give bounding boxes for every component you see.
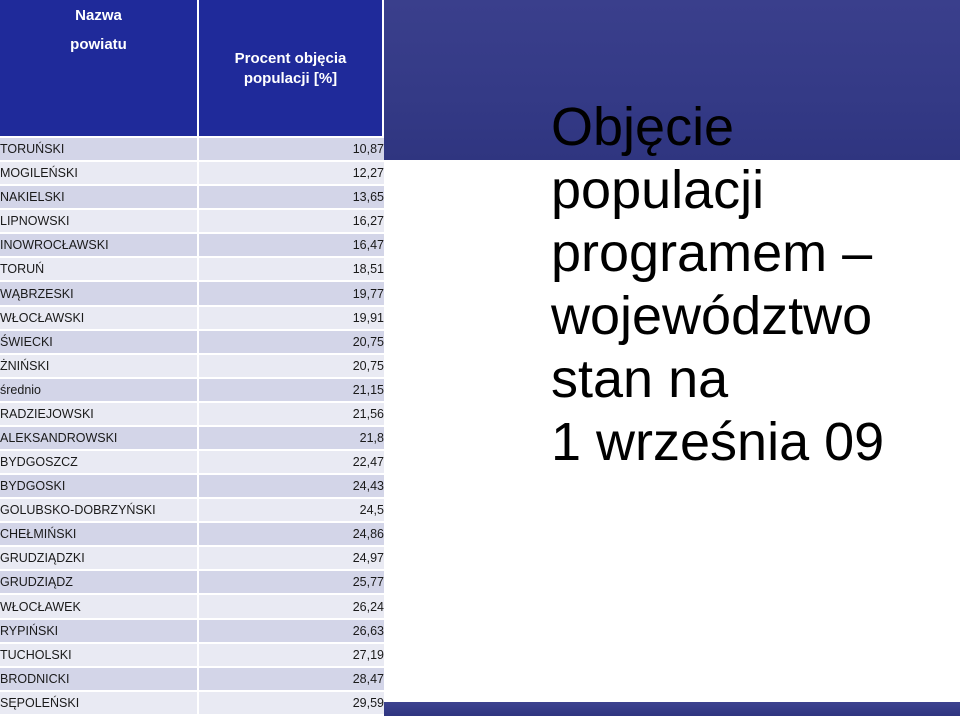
coverage-value-cell: 19,77 <box>199 282 384 306</box>
population-coverage-table <box>0 0 384 716</box>
district-name-cell: RYPIŃSKI <box>0 620 199 644</box>
coverage-value-cell: 24,97 <box>199 547 384 571</box>
district-name-cell: ŚWIECKI <box>0 331 199 355</box>
header-district-name <box>0 0 199 138</box>
coverage-value-cell: 24,86 <box>199 523 384 547</box>
table-row <box>0 668 384 692</box>
coverage-value-cell: 12,27 <box>199 162 384 186</box>
district-name-cell: INOWROCŁAWSKI <box>0 234 199 258</box>
coverage-value-cell: 21,56 <box>199 403 384 427</box>
district-name-cell: SĘPOLEŃSKI <box>0 692 199 716</box>
table-row <box>0 451 384 475</box>
district-name-cell: RADZIEJOWSKI <box>0 403 199 427</box>
coverage-value-cell: 28,47 <box>199 668 384 692</box>
table-row <box>0 162 384 186</box>
table-row <box>0 427 384 451</box>
header-pct-line2: populacji [%] <box>243 70 338 87</box>
district-name-cell: GRUDZIĄDZKI <box>0 547 199 571</box>
district-name-cell: GOLUBSKO-DOBRZYŃSKI <box>0 499 199 523</box>
table-row <box>0 210 384 234</box>
district-name-cell: BYDGOSZCZ <box>0 451 199 475</box>
district-name-cell: WŁOCŁAWSKI <box>0 307 199 331</box>
district-name-cell: średnio <box>0 379 199 403</box>
coverage-value-cell: 13,65 <box>199 186 384 210</box>
coverage-value-cell: 25,77 <box>199 571 384 595</box>
coverage-value-cell: 19,91 <box>199 307 384 331</box>
district-name-cell: GRUDZIĄDZ <box>0 571 199 595</box>
table-row <box>0 307 384 331</box>
table-row <box>0 355 384 379</box>
district-name-cell: ALEKSANDROWSKI <box>0 427 199 451</box>
district-name-cell: TUCHOLSKI <box>0 644 199 668</box>
coverage-value-cell: 18,51 <box>199 258 384 282</box>
table-row <box>0 138 384 162</box>
table-row <box>0 547 384 571</box>
coverage-value-cell: 21,8 <box>199 427 384 451</box>
district-name-cell: MOGILEŃSKI <box>0 162 199 186</box>
coverage-value-cell: 29,59 <box>199 692 384 716</box>
coverage-value-cell: 20,75 <box>199 355 384 379</box>
table-row <box>0 379 384 403</box>
table-row <box>0 523 384 547</box>
coverage-value-cell: 26,24 <box>199 595 384 619</box>
district-name-cell: WĄBRZESKI <box>0 282 199 306</box>
coverage-value-cell: 16,47 <box>199 234 384 258</box>
district-name-cell: TORUŃSKI <box>0 138 199 162</box>
table-row <box>0 403 384 427</box>
coverage-value-cell: 27,19 <box>199 644 384 668</box>
district-name-cell: ŻNIŃSKI <box>0 355 199 379</box>
coverage-value-cell: 24,43 <box>199 475 384 499</box>
district-name-cell: LIPNOWSKI <box>0 210 199 234</box>
coverage-value-cell: 22,47 <box>199 451 384 475</box>
table-row <box>0 258 384 282</box>
table-row <box>0 620 384 644</box>
footer-decoration-band <box>384 702 960 716</box>
table-row <box>0 234 384 258</box>
coverage-value-cell: 26,63 <box>199 620 384 644</box>
table-row <box>0 331 384 355</box>
table-row <box>0 692 384 716</box>
table-row <box>0 595 384 619</box>
table-row <box>0 571 384 595</box>
coverage-value-cell: 10,87 <box>199 138 384 162</box>
table-row <box>0 475 384 499</box>
header-coverage-percent <box>199 0 384 138</box>
coverage-value-cell: 24,5 <box>199 499 384 523</box>
coverage-value-cell: 16,27 <box>199 210 384 234</box>
district-name-cell: CHEŁMIŃSKI <box>0 523 199 547</box>
header-pct-line1: Procent objęcia <box>234 50 347 67</box>
district-name-cell: NAKIELSKI <box>0 186 199 210</box>
table-row <box>0 644 384 668</box>
district-name-cell: TORUŃ <box>0 258 199 282</box>
district-name-cell: BYDGOSKI <box>0 475 199 499</box>
header-name-line2: powiatu <box>70 36 127 53</box>
coverage-value-cell: 20,75 <box>199 331 384 355</box>
table-row <box>0 499 384 523</box>
district-name-cell: BRODNICKI <box>0 668 199 692</box>
coverage-value-cell: 21,15 <box>199 379 384 403</box>
slide-title: Objęcie populacji programem – województwo stan na 1 września 09 <box>551 97 885 472</box>
table-header-row <box>0 0 384 138</box>
table-row <box>0 282 384 306</box>
district-name-cell: WŁOCŁAWEK <box>0 595 199 619</box>
table-row <box>0 186 384 210</box>
header-name-line1: Nazwa <box>75 7 122 24</box>
